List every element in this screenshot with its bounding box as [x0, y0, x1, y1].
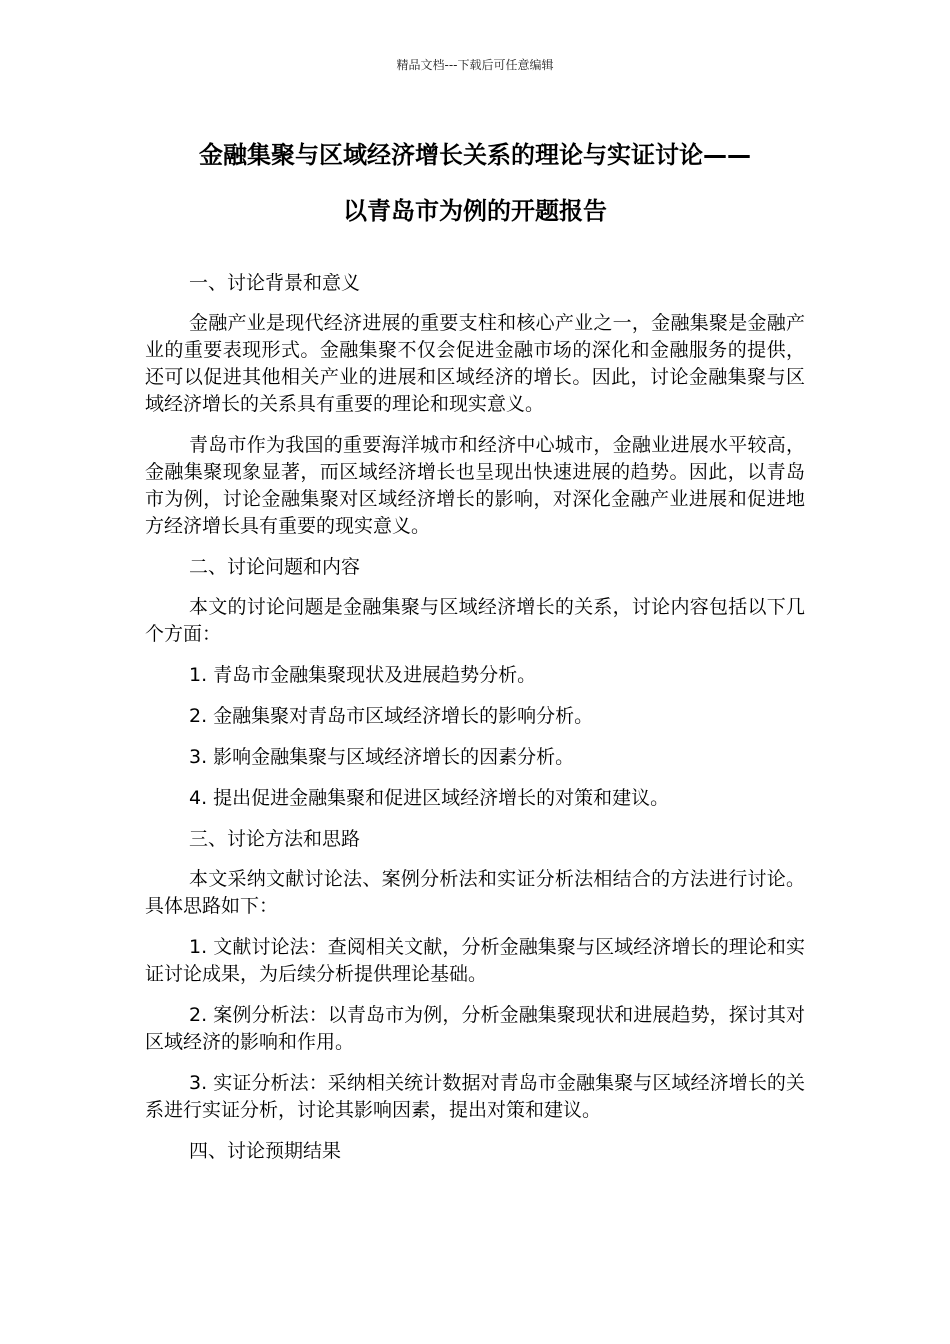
body-paragraph: 青岛市作为我国的重要海洋城市和经济中心城市，金融业进展水平较高，金融集聚现象显著，而区域经济增长也呈现出快速进展的趋势。因此，以青岛市为例，讨论金融集聚对区域经济增长的影响，对深化金融产业进展和促进地方经济增长具有重要的现实意义。	[145, 434, 805, 537]
document-title-line-2: 以青岛市为例的开题报告	[343, 197, 607, 225]
list-item: 3. 实证分析法：采纳相关统计数据对青岛市金融集聚与区域经济增长的关系进行实证分析，讨论其影响因素，提出对策和建议。	[145, 1072, 805, 1121]
body-paragraph: 本文的讨论问题是金融集聚与区域经济增长的关系，讨论内容包括以下几个方面：	[145, 596, 805, 645]
document-title-line-1: 金融集聚与区域经济增长关系的理论与实证讨论——	[199, 141, 751, 169]
list-item: 4. 提出促进金融集聚和促进区域经济增长的对策和建议。	[189, 787, 670, 809]
body-paragraph: 金融产业是现代经济进展的重要支柱和核心产业之一，金融集聚是金融产业的重要表现形式。金融集聚不仅会促进金融市场的深化和金融服务的提供，还可以促进其他相关产业的进展和区域经济的增长。因此，讨论金融集聚与区域经济增长的关系具有重要的理论和现实意义。	[145, 312, 805, 415]
list-item: 2. 案例分析法：以青岛市为例，分析金融集聚现状和进展趋势，探讨其对区域经济的影响和作用。	[145, 1004, 805, 1053]
body-paragraph: 本文采纳文献讨论法、案例分析法和实证分析法相结合的方法进行讨论。具体思路如下：	[145, 868, 805, 917]
list-item: 1. 文献讨论法：查阅相关文献，分析金融集聚与区域经济增长的理论和实证讨论成果，为后续分析提供理论基础。	[145, 936, 805, 985]
list-item: 3. 影响金融集聚与区域经济增长的因素分析。	[189, 746, 575, 768]
list-item: 1. 青岛市金融集聚现状及进展趋势分析。	[189, 664, 537, 686]
section-heading-background: 一、讨论背景和意义	[189, 272, 361, 294]
page-header: 精品文档---下载后可任意编辑	[396, 58, 554, 72]
section-heading-methods: 三、讨论方法和思路	[189, 828, 361, 850]
list-item: 2. 金融集聚对青岛市区域经济增长的影响分析。	[189, 705, 594, 727]
document-body	[145, 270, 805, 1178]
section-heading-expected-results: 四、讨论预期结果	[189, 1140, 342, 1162]
section-heading-questions: 二、讨论问题和内容	[189, 556, 361, 578]
